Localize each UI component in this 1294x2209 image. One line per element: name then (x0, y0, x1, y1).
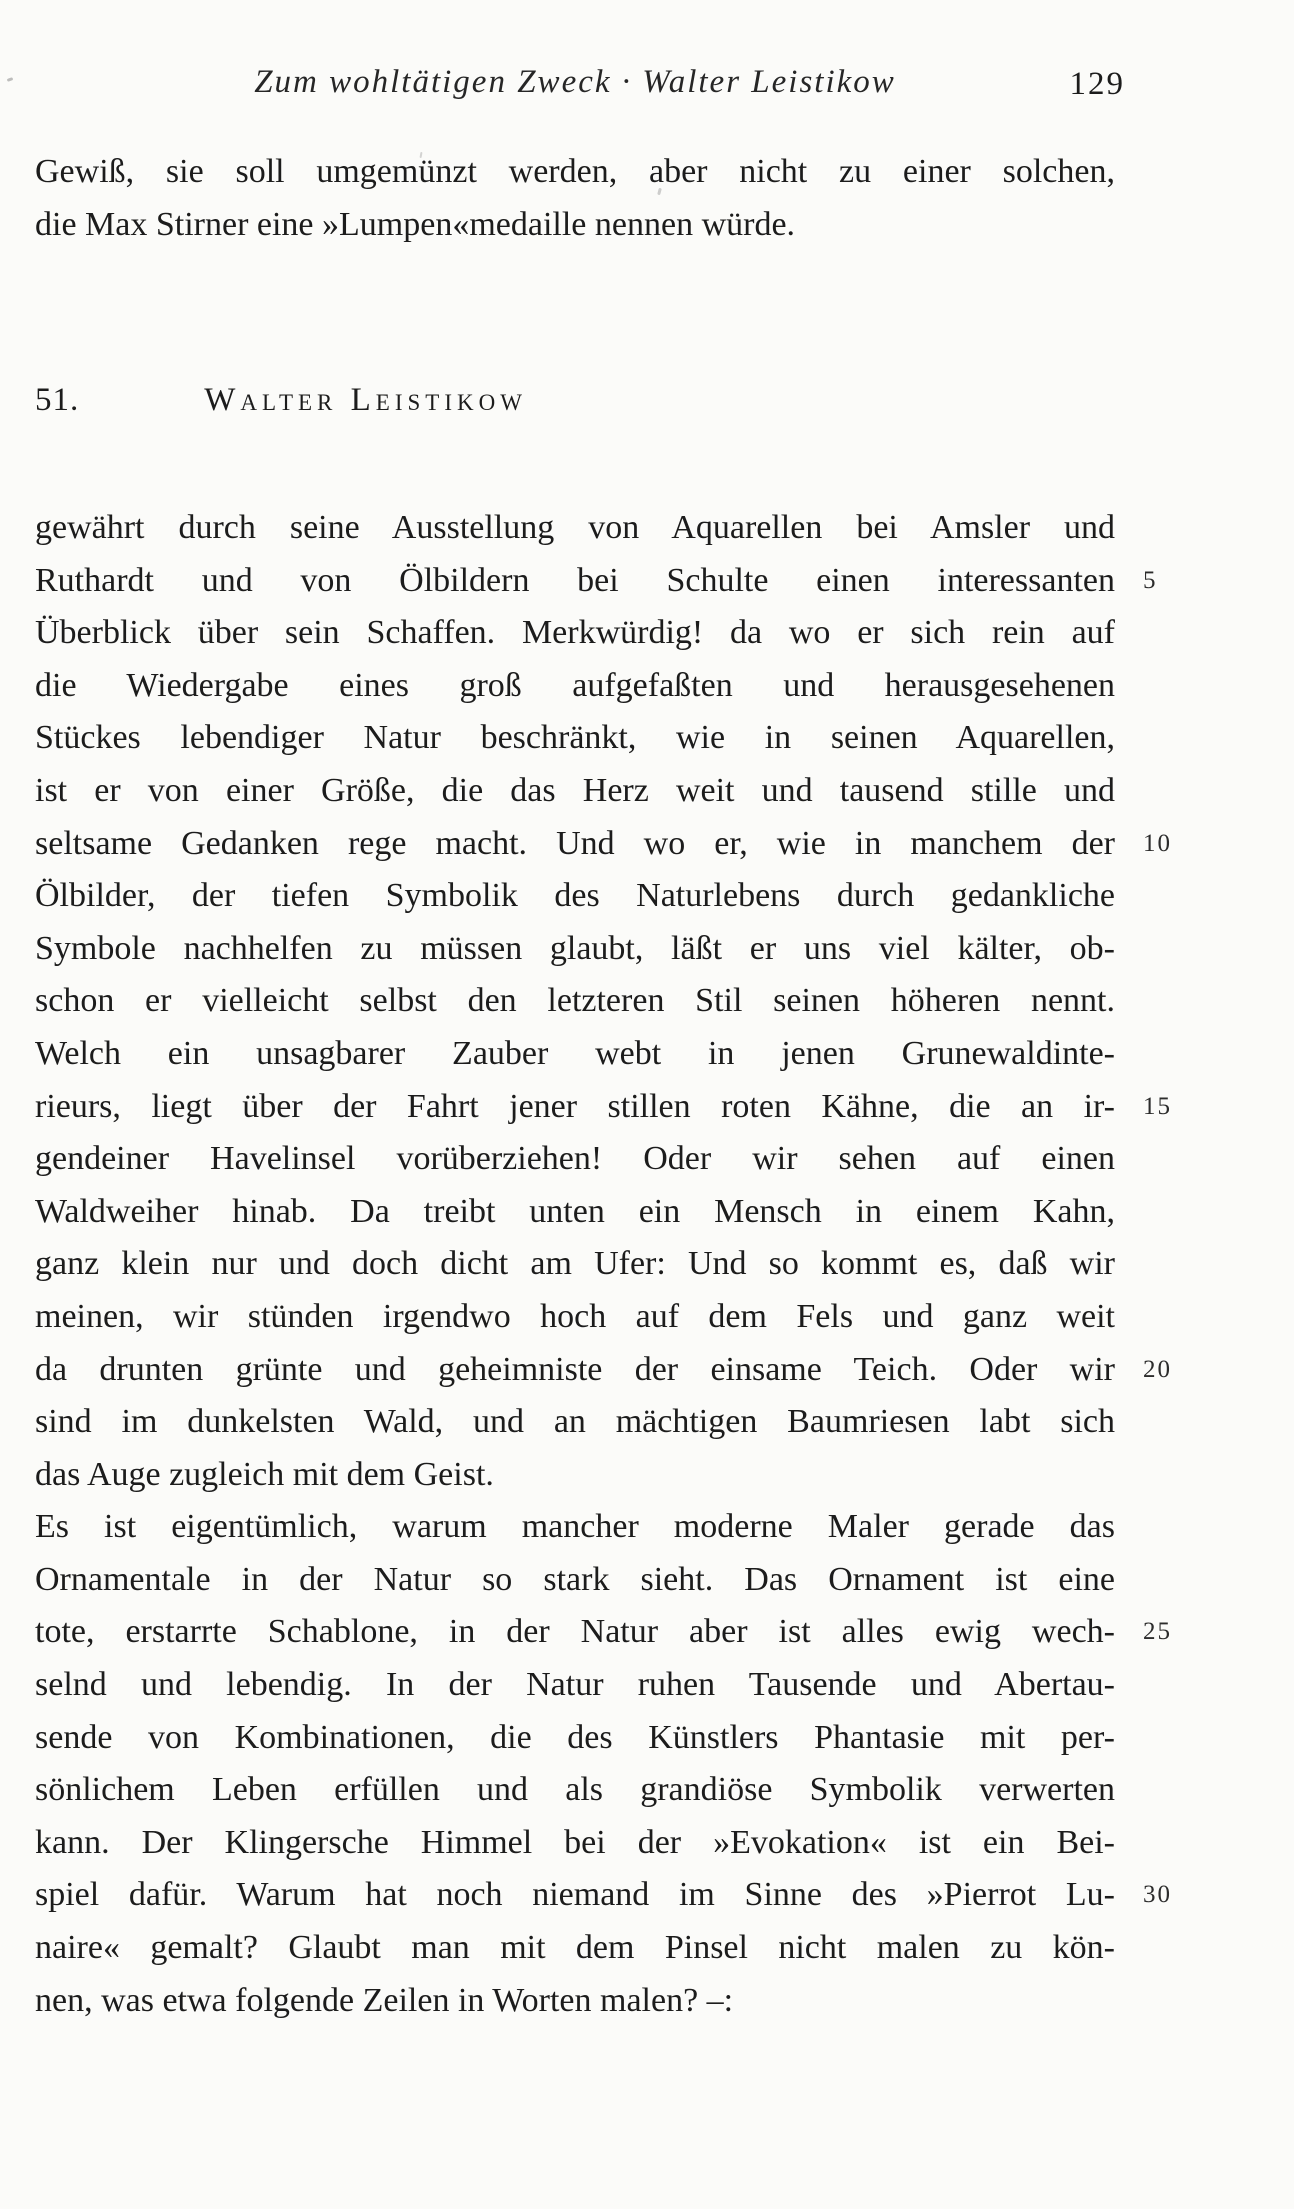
text-line (35, 1554, 1115, 1607)
text-line-content: die Wiedergabe eines groß aufgefaßten und herausgesehenen (35, 666, 1115, 704)
intro-paragraph (35, 146, 1115, 251)
body-text (35, 502, 1172, 2027)
text-line (35, 1291, 1115, 1344)
text-line-content: naire« gemalt? Glaubt man mit dem Pinsel nicht malen zu kön- (35, 1929, 1115, 1967)
line-number-marker: 15 (1143, 1092, 1172, 1120)
text-line-content: gendeiner Havelinsel vorüberziehen! Oder wir sehen auf einen (35, 1140, 1115, 1178)
text-line-content: da drunten grünte und geheimniste der einsame Teich. Oder wir (35, 1350, 1115, 1388)
text-line (35, 660, 1115, 713)
text-line-content: Welch ein unsagbarer Zauber webt in jenen Grunewaldinte- (35, 1034, 1115, 1072)
line-number-marker: 5 (1143, 566, 1158, 594)
text-line (35, 1449, 1115, 1502)
text-line-content: Stückes lebendiger Natur beschränkt, wie in seinen Aquarellen, (35, 719, 1115, 757)
text-line-content: tote, erstarrte Schablone, in der Natur aber ist alles ewig wech- (35, 1613, 1115, 1651)
text-line-content: selnd und lebendig. In der Natur ruhen Tausende und Abertau- (35, 1666, 1115, 1704)
text-line (35, 1081, 1172, 1134)
text-line (35, 1975, 1115, 2028)
section-heading (35, 382, 1115, 419)
text-line (35, 923, 1115, 976)
text-line-content: schon er vielleicht selbst den letzteren Stil seinen höheren nennt. (35, 982, 1115, 1020)
text-line-content: Symbole nachhelfen zu müssen glaubt, läßt er uns viel kälter, ob- (35, 929, 1115, 967)
page-number: 129 (1069, 66, 1125, 102)
text-line-content: die Max Stirner eine »Lumpen«medaille nennen würde. (35, 205, 796, 243)
running-title: Zum wohltätigen Zweck · Walter Leistikow (254, 64, 896, 100)
text-line-content: sind im dunkelsten Wald, und an mächtigen Baumriesen labt sich (35, 1403, 1115, 1441)
text-line-content: seltsame Gedanken rege macht. Und wo er, wie in manchem der (35, 824, 1115, 862)
text-line (35, 975, 1115, 1028)
text-line-content: Gewiß, sie soll umgemünzt werden, aber nicht zu einer solchen, (35, 153, 1115, 190)
text-line (35, 1133, 1115, 1186)
text-line-content: Waldweiher hinab. Da treibt unten ein Mensch in einem Kahn, (35, 1192, 1115, 1230)
text-line (35, 1922, 1115, 1975)
section-number: 51. (35, 382, 80, 418)
line-number-marker: 10 (1143, 829, 1172, 857)
line-number-marker: 25 (1143, 1618, 1172, 1646)
text-line (35, 712, 1115, 765)
scan-speck (7, 77, 14, 82)
text-line (35, 1186, 1115, 1239)
text-line-content: kann. Der Klingersche Himmel bei der »Evokation« ist ein Bei- (35, 1823, 1115, 1861)
text-line-content: Ruthardt und von Ölbildern bei Schulte einen interessanten (35, 561, 1115, 599)
text-line-content: meinen, wir stünden irgendwo hoch auf dem Fels und ganz weit (35, 1297, 1115, 1335)
text-line (35, 818, 1172, 871)
text-line-content: Ornamentale in der Natur so stark sieht. Das Ornament ist eine (35, 1560, 1115, 1598)
text-line-content: ist er von einer Größe, die das Herz weit und tausend stille und (35, 771, 1115, 809)
text-line (35, 1606, 1172, 1659)
text-line (35, 555, 1158, 608)
text-line-content: das Auge zugleich mit dem Geist. (35, 1455, 494, 1493)
text-line (35, 765, 1115, 818)
text-line (35, 1764, 1115, 1817)
text-line (35, 870, 1115, 923)
text-line-content: ganz klein nur und doch dicht am Ufer: Und so kommt es, daß wir (35, 1245, 1115, 1283)
line-number-marker: 30 (1143, 1881, 1172, 1909)
running-header (35, 64, 1115, 101)
text-line (35, 1344, 1172, 1397)
text-line (35, 1396, 1115, 1449)
text-line-content: Ölbilder, der tiefen Symbolik des Naturlebens durch gedankliche (35, 877, 1115, 915)
text-line (35, 502, 1115, 555)
text-line (35, 1712, 1115, 1765)
section-title: Walter Leistikow (204, 382, 527, 418)
line-number-marker: 20 (1143, 1355, 1172, 1383)
text-line-content: rieurs, liegt über der Fahrt jener stillen roten Kähne, die an ir- (35, 1087, 1115, 1125)
text-line (35, 1659, 1115, 1712)
text-line (35, 199, 1115, 252)
text-line (35, 146, 1115, 199)
text-line-content: spiel dafür. Warum hat noch niemand im Sinne des »Pierrot Lu- (35, 1876, 1115, 1914)
text-line-content: Überblick über sein Schaffen. Merkwürdig! da wo er sich rein auf (35, 614, 1115, 652)
text-line (35, 1817, 1115, 1870)
text-line (35, 607, 1115, 660)
text-line (35, 1869, 1172, 1922)
text-line (35, 1501, 1115, 1554)
text-line (35, 1238, 1115, 1291)
text-line-content: gewährt durch seine Ausstellung von Aquarellen bei Amsler und (35, 509, 1115, 546)
text-line-content: sende von Kombinationen, die des Künstlers Phantasie mit per- (35, 1718, 1115, 1756)
text-line-content: sönlichem Leben erfüllen und als grandiöse Symbolik verwerten (35, 1771, 1115, 1809)
text-line (35, 1028, 1115, 1081)
text-line-content: nen, was etwa folgende Zeilen in Worten malen? –: (35, 1981, 734, 2019)
text-line-content: Es ist eigentümlich, warum mancher moderne Maler gerade das (35, 1508, 1115, 1546)
